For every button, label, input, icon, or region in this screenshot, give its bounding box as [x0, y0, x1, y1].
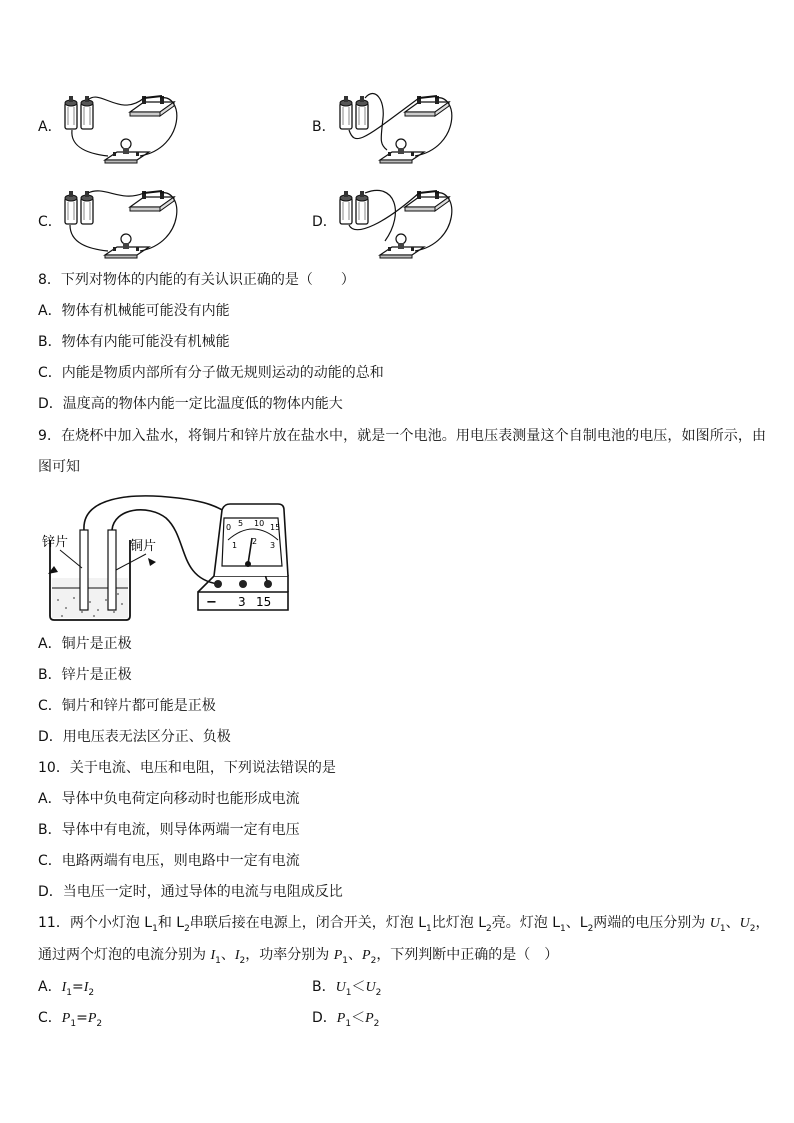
q8-option-d: D．温度高的物体内能一定比温度低的物体内能大 — [38, 396, 343, 412]
q10-stem: 10．关于电流、电压和电阻，下列说法错误的是 — [38, 760, 336, 776]
q10-option-a: A．导体中负电荷定向移动时也能形成电流 — [38, 791, 300, 807]
q7-option-c-label: C． — [38, 214, 62, 230]
zinc-plate — [80, 530, 88, 610]
q9-stem-line1: 9．在烧杯中加入盐水，将铜片和锌片放在盐水中，就是一个电池。用电压表测量这个自制电池的电压，如图所示，由 — [38, 428, 767, 444]
q9-option-c: C．铜片和锌片都可能是正极 — [38, 698, 216, 714]
q7-option-c-circuit — [60, 183, 190, 263]
q11-option-c: C．$P_1=P_2$ — [38, 1010, 103, 1029]
q11-option-a: A．$I_1=I_2$ — [38, 979, 95, 998]
svg-text:15: 15 — [270, 523, 281, 532]
q7-option-a-circuit — [60, 88, 190, 168]
q9-stem-line2: 图可知 — [38, 459, 80, 475]
voltmeter — [198, 504, 288, 610]
q9-option-b: B．锌片是正极 — [38, 667, 132, 683]
q9-battery-voltmeter-figure — [38, 488, 298, 624]
svg-text:10: 10 — [254, 519, 265, 528]
q8-stem: 8．下列对物体的内能的有关认识正确的是（ ） — [38, 272, 355, 288]
svg-text:5: 5 — [238, 519, 244, 528]
svg-text:3: 3 — [238, 595, 246, 609]
q11-option-d: D．$P_1<P_2$ — [312, 1010, 380, 1029]
q7-option-b-circuit — [335, 88, 465, 168]
q11-stem-line1: 11．两个小灯泡 $L_1$和 $L_2$串联后接在电源上，闭合开关，灯泡 $L_1$比灯泡 $L_2$亮。灯泡 $L_1$、$L_2$两端的电压分别为 $U_1$、$U_2$， — [38, 915, 770, 934]
copper-plate — [108, 530, 116, 610]
svg-text:−: − — [206, 595, 217, 610]
svg-text:15: 15 — [256, 595, 272, 609]
q11-stem-line2: 通过两个灯泡的电流分别为 $I_1$、$I_2$，功率分别为 $P_1$、$P_2$，下列判断中正确的是（ ） — [38, 947, 559, 966]
label-zinc: 锌片 — [42, 535, 69, 550]
svg-text:1: 1 — [232, 541, 238, 550]
q9-option-d: D．用电压表无法区分正、负极 — [38, 729, 231, 745]
q7-option-d-label: D． — [312, 214, 337, 230]
q7-option-d-circuit — [335, 183, 465, 263]
svg-text:0: 0 — [226, 523, 232, 532]
q7-option-a-label: A． — [38, 119, 62, 135]
q10-option-c: C．电路两端有电压，则电路中一定有电流 — [38, 853, 300, 869]
q7-option-b-label: B． — [312, 119, 336, 135]
label-copper: 铜片 — [130, 539, 157, 554]
q8-option-a: A．物体有机械能可能没有内能 — [38, 303, 230, 319]
q10-option-b: B．导体中有电流，则导体两端一定有电压 — [38, 822, 300, 838]
q10-option-d: D．当电压一定时，通过导体的电流与电阻成反比 — [38, 884, 343, 900]
q8-option-c: C．内能是物质内部所有分子做无规则运动的动能的总和 — [38, 365, 384, 381]
svg-text:3: 3 — [270, 541, 276, 550]
svg-text:2: 2 — [252, 537, 258, 546]
q9-option-a: A．铜片是正极 — [38, 636, 132, 652]
q8-option-b: B．物体有内能可能没有机械能 — [38, 334, 230, 350]
q11-option-b: B．$U_1<U_2$ — [312, 979, 382, 998]
